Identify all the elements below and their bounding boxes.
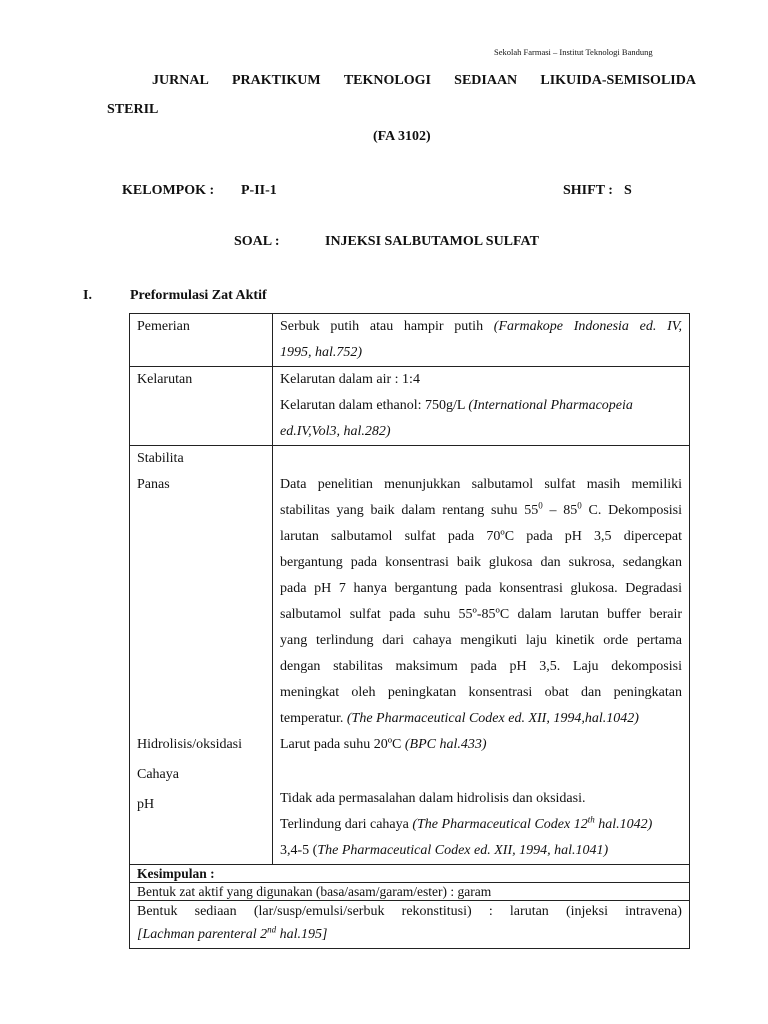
title-word: PRAKTIKUM	[231, 73, 321, 88]
table-cell-value	[273, 367, 690, 446]
ph-text: 3,4-5 (The Pharmaceutical Codex ed. XII, 1994, hal.1041)	[280, 843, 609, 858]
table-cell-label	[130, 446, 273, 865]
table-cell-label	[130, 314, 273, 367]
reference: (International Pharmacopeia	[468, 398, 633, 413]
soal-value: INJEKSI SALBUTAMOL SULFAT	[325, 234, 539, 249]
kelompok-label: KELOMPOK :	[122, 183, 215, 198]
reference: (Farmakope Indonesia ed. IV,	[493, 319, 682, 334]
suhu-text: Larut pada suhu 20ºC (BPC hal.433)	[280, 737, 487, 752]
stabilita-text: larutan salbutamol sulfat pada 70ºC pada pH 3,5 dipercepat	[280, 529, 682, 544]
title-word: LIKUIDA-SEMISOLIDA	[540, 73, 696, 88]
title-word: SEDIAAN	[454, 73, 518, 88]
hidrolisis-text: Tidak ada permasalahan dalam hidrolisis dan oksidasi.	[280, 791, 586, 806]
table-cell-label	[130, 367, 273, 446]
reference: The Pharmaceutical Codex ed. XII, 1994, hal.1041)	[317, 843, 609, 858]
table-row	[130, 883, 690, 901]
row-label: Pemerian	[137, 319, 190, 334]
row-label: Kelarutan	[137, 372, 193, 387]
stabilita-text: bergantung pada konsentrasi baik glukosa dan sukrosa, sedangkan	[280, 555, 682, 570]
reference: (The Pharmaceutical Codex ed. XII, 1994,hal.1042)	[346, 711, 639, 726]
table-cell-value	[273, 314, 690, 367]
stabilita-text: Data penelitian menunjukkan salbutamol sulfat masih memiliki	[280, 477, 682, 492]
soal-label: SOAL :	[234, 234, 280, 249]
stabilita-text: stabilitas yang baik dalam rentang suhu $55^0 - 85^0$ C. Dekomposisi	[280, 500, 682, 518]
table-row	[130, 314, 690, 367]
institution-header: Sekolah Farmasi – Institut Teknologi Bandung	[494, 47, 653, 57]
reference: ed.IV,Vol3, hal.282)	[280, 424, 391, 439]
stabilita-text: temperatur. (The Pharmaceutical Codex ed. XII, 1994,hal.1042)	[280, 711, 639, 726]
title-word: JURNAL	[152, 73, 209, 88]
cahaya-text: Terlindung dari cahaya (The Pharmaceutical Codex 12th hal.1042)	[280, 814, 653, 832]
table-row	[130, 367, 690, 446]
journal-title-line2: STERIL	[107, 102, 159, 117]
row-label: Stabilita	[137, 451, 184, 466]
kesimpulan-label: Kesimpulan :	[130, 865, 690, 883]
kelarutan-ethanol	[280, 393, 682, 419]
stabilita-text: meningkat oleh peningkatan konsentrasi obat dan peningkatan	[280, 685, 682, 700]
row-label: Hidrolisis/oksidasi	[137, 737, 243, 752]
shift-value: S	[624, 183, 632, 198]
bentuk-sediaan-cell	[130, 901, 690, 949]
table-row	[130, 446, 690, 865]
pemerian-line	[280, 314, 682, 340]
table-row	[130, 901, 690, 949]
kelompok-value: P-II-1	[241, 183, 277, 198]
table-row	[130, 865, 690, 883]
bentuk-zat-aktif: Bentuk zat aktif yang digunakan (basa/asam/garam/ester) : garam	[130, 883, 690, 901]
bentuk-sediaan: Bentuk sediaan (lar/susp/emulsi/serbuk rekonstitusi) : larutan (injeksi intravena)	[137, 904, 682, 919]
title-word: TEKNOLOGI	[343, 73, 431, 88]
row-label: pH	[137, 797, 155, 812]
reference: (BPC hal.433)	[404, 737, 487, 752]
table-cell-value	[273, 446, 690, 865]
stabilita-text: yang terlindung dari cahaya mengikuti laju kinetik orde pertama	[280, 633, 682, 648]
row-label: Panas	[137, 477, 170, 492]
stabilita-text: dengan stabilitas maksimum pada pH 3,5. Laju dekomposisi	[280, 659, 682, 674]
course-code: (FA 3102)	[373, 129, 431, 144]
section-title: Preformulasi Zat Aktif	[130, 288, 267, 303]
kelarutan-text: Kelarutan dalam ethanol: 750g/L	[280, 398, 469, 413]
reference: [Lachman parenteral 2nd hal.195]	[137, 924, 328, 942]
stabilita-text: pada pH 7 hanya bergantung pada konsentrasi glukosa. Degradasi	[280, 581, 682, 596]
stabilita-text: salbutamol sulfat pada suhu 55º-85ºC dalam larutan buffer berair	[280, 607, 682, 622]
reference: 1995, hal.752)	[280, 345, 363, 360]
kelarutan-air: Kelarutan dalam air : 1:4	[280, 372, 420, 387]
row-label: Cahaya	[137, 767, 179, 782]
journal-title-line1	[152, 73, 696, 89]
pemerian-text: Serbuk putih atau hampir putih	[280, 319, 494, 334]
shift-label: SHIFT :	[563, 183, 613, 198]
section-number: I.	[83, 288, 92, 303]
preformulation-table	[129, 313, 690, 949]
